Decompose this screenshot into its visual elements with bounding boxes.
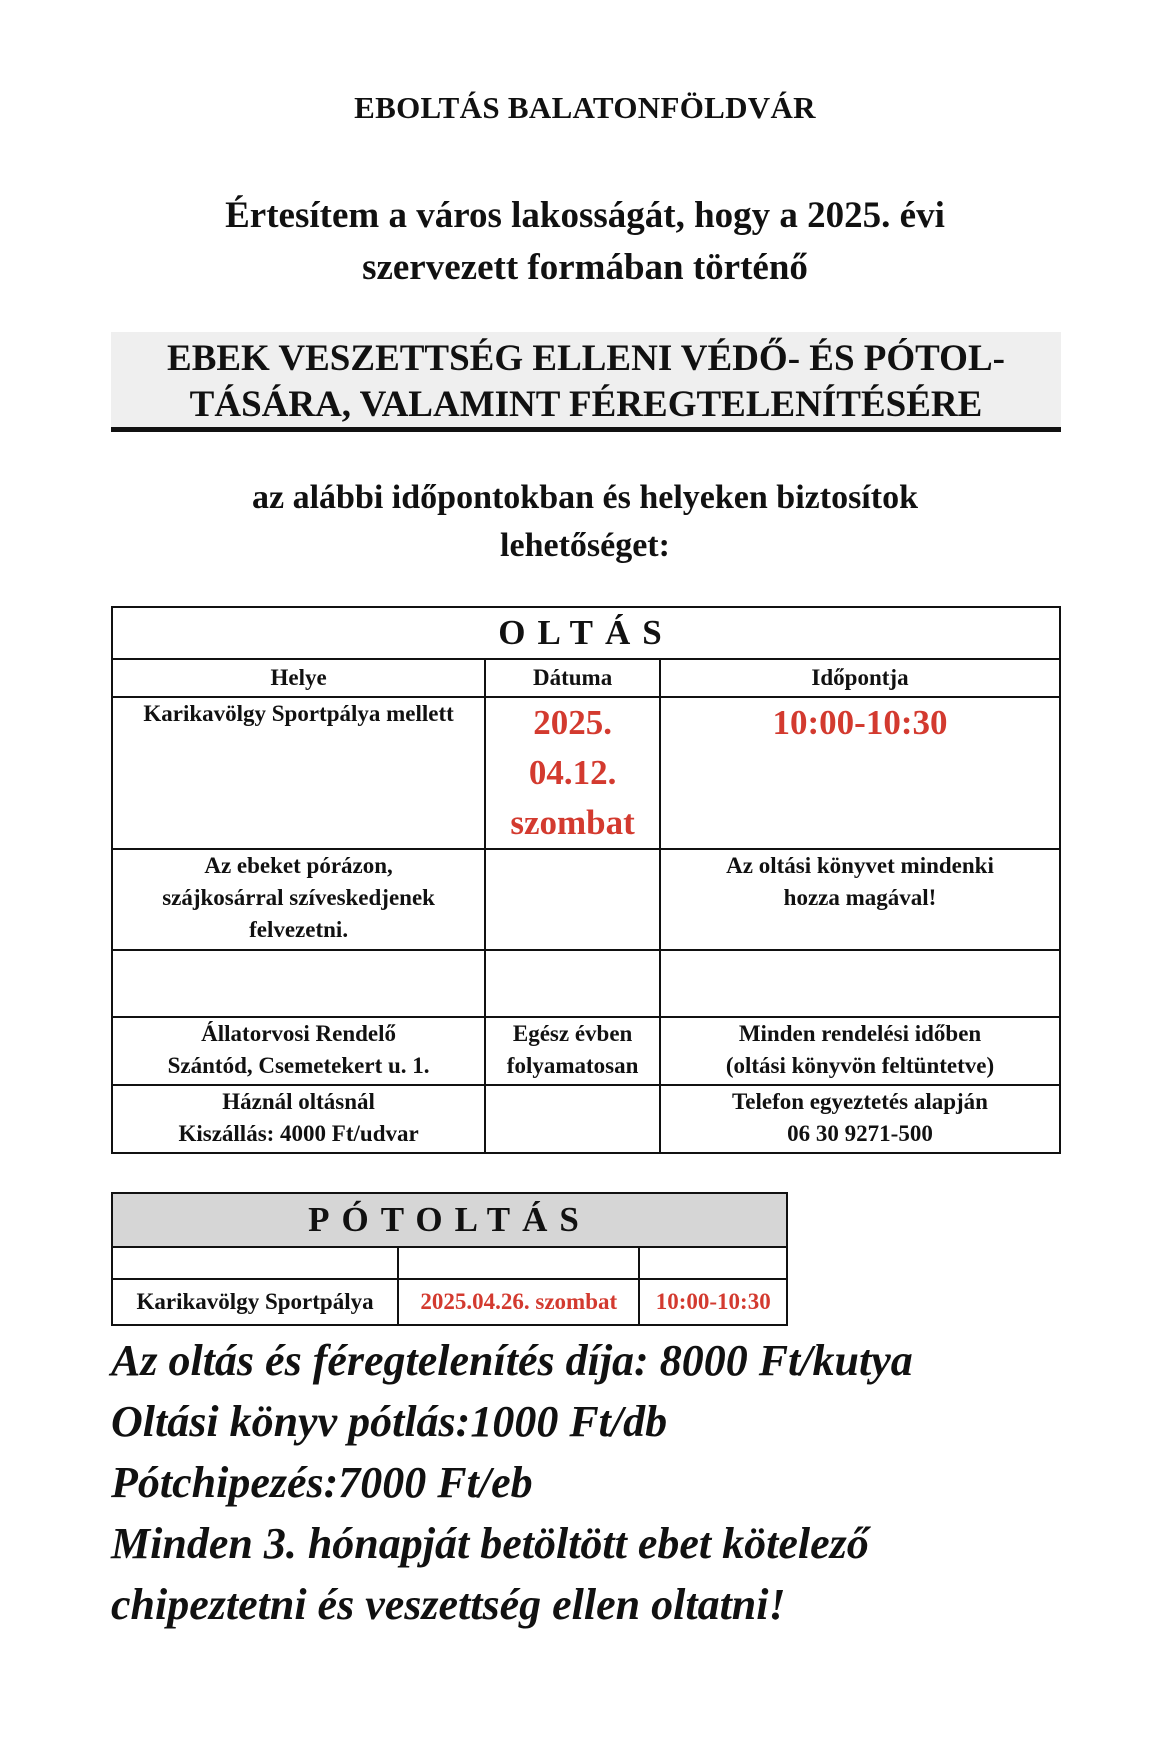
table-row	[112, 849, 1060, 950]
fee-line-3: Pótchipezés:7000 Ft/eb	[111, 1458, 533, 1507]
supplementary-place: Karikavölgy Sportpálya	[112, 1279, 398, 1325]
row2-book-line-1: Az oltási könyvet mindenki	[726, 853, 994, 878]
row1-date-day: 04.12.	[528, 753, 617, 792]
supplementary-date: 2025.04.26. szombat	[398, 1279, 639, 1325]
row5-place-line-2: Kiszállás: 4000 Ft/udvar	[178, 1121, 419, 1146]
row5-time-line-2: 06 30 9271-500	[787, 1121, 933, 1146]
row5-place-line-1: Háznál oltásnál	[222, 1089, 375, 1114]
column-header-place: Helye	[112, 659, 485, 697]
row4-place-line-1: Állatorvosi Rendelő	[201, 1021, 397, 1046]
row5-time	[660, 1085, 1060, 1153]
row4-place-line-2: Szántód, Csemetekert u. 1.	[167, 1053, 430, 1078]
row4-date	[485, 1017, 660, 1085]
row2-book-line-2: hozza magával!	[783, 885, 937, 910]
intro-line-1: Értesítem a város lakosságát, hogy a 2025. évi	[225, 195, 945, 236]
row1-date-year: 2025.	[533, 703, 612, 742]
intro-text	[100, 190, 1070, 294]
supplementary-header: PÓTOLTÁS	[112, 1193, 787, 1247]
row3-empty-time	[660, 950, 1060, 1017]
vaccination-header: OLTÁS	[112, 607, 1060, 659]
supplementary-time: 10:00-10:30	[639, 1279, 787, 1325]
row1-date-weekday: szombat	[510, 803, 635, 842]
fee-line-5: chipeztetni és veszettség ellen oltatni!	[111, 1580, 786, 1629]
fees-section	[111, 1330, 1111, 1635]
row2-notice	[112, 849, 485, 950]
row2-date-empty	[485, 849, 660, 950]
row4-place	[112, 1017, 485, 1085]
banner-line-2: TÁSÁRA, VALAMINT FÉREGTELENÍTÉSÉRE	[189, 384, 983, 425]
row3-empty-place	[112, 950, 485, 1017]
row4-time-line-1: Minden rendelési időben	[738, 1021, 982, 1046]
headline-banner	[111, 332, 1061, 432]
column-header-date: Dátuma	[485, 659, 660, 697]
supplementary-table	[111, 1192, 788, 1326]
column-header-time: Időpontja	[660, 659, 1060, 697]
row5-time-line-1: Telefon egyeztetés alapján	[732, 1089, 988, 1114]
fee-line-4: Minden 3. hónapját betöltött ebet kötelező	[111, 1519, 869, 1568]
supplementary-empty-place	[112, 1247, 398, 1279]
row4-time	[660, 1017, 1060, 1085]
row1-time: 10:00-10:30	[660, 697, 1060, 849]
sub-text	[100, 474, 1070, 570]
table-row	[112, 1017, 1060, 1085]
row1-place: Karikavölgy Sportpálya mellett	[112, 697, 485, 849]
row5-date-empty	[485, 1085, 660, 1153]
row2-notice-line-1: Az ebeket pórázon,	[204, 853, 393, 878]
supplementary-empty-date	[398, 1247, 639, 1279]
page-title: EBOLTÁS BALATONFÖLDVÁR	[354, 90, 816, 125]
sub-line-1: az alábbi időpontokban és helyeken biztosítok	[252, 479, 918, 516]
row2-notice-line-3: felvezetni.	[249, 917, 349, 942]
row1-date	[485, 697, 660, 849]
row3-empty-date	[485, 950, 660, 1017]
table-row	[112, 1247, 787, 1279]
row4-time-line-2: (oltási könyvön feltüntetve)	[725, 1053, 995, 1078]
vaccination-table	[111, 606, 1061, 1154]
row2-book-notice	[660, 849, 1060, 950]
table-row	[112, 950, 1060, 1017]
table-row	[112, 1279, 787, 1325]
intro-line-2: szervezett formában történő	[362, 247, 808, 288]
fee-line-1: Az oltás és féregtelenítés díja: 8000 Ft/kutya	[111, 1336, 913, 1385]
row2-notice-line-2: szájkosárral szíveskedjenek	[162, 885, 435, 910]
supplementary-empty-time	[639, 1247, 787, 1279]
banner-line-1: EBEK VESZETTSÉG ELLENI VÉDŐ- ÉS PÓTOL-	[167, 338, 1005, 379]
table-row	[112, 697, 1060, 849]
fee-line-2: Oltási könyv pótlás:1000 Ft/db	[111, 1397, 668, 1446]
row4-date-line-2: folyamatosan	[506, 1053, 639, 1078]
table-row	[112, 1085, 1060, 1153]
row5-place	[112, 1085, 485, 1153]
row4-date-line-1: Egész évben	[512, 1021, 633, 1046]
sub-line-2: lehetőséget:	[500, 527, 670, 564]
